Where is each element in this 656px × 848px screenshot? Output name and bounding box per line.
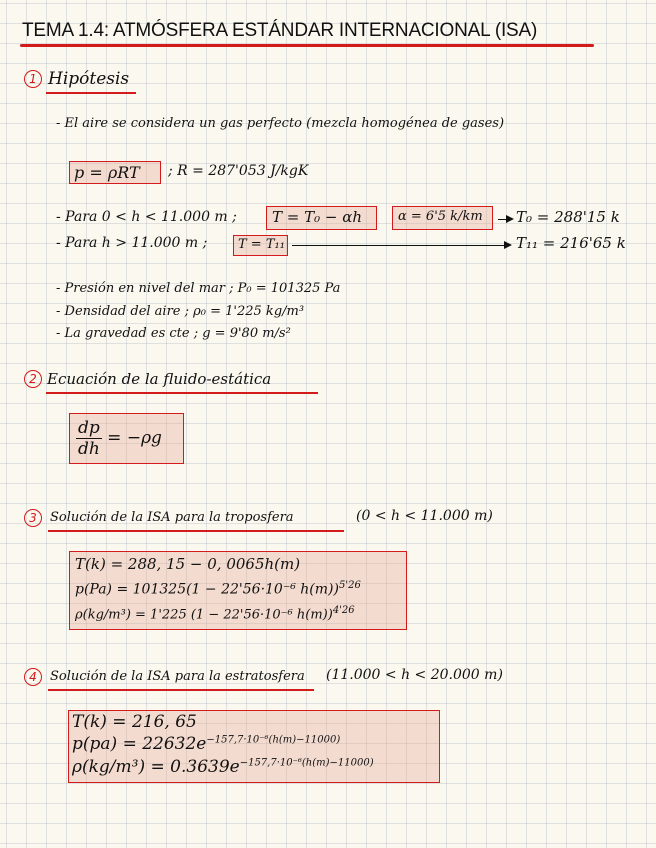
- section-1-underline: [46, 92, 136, 94]
- section-3-title: Solución de la ISA para la troposfera: [50, 510, 294, 525]
- section-1-number: 1: [24, 70, 42, 88]
- troposphere-temperature: T(k) = 288, 15 − 0, 0065h(m): [75, 555, 301, 573]
- section-2-title: Ecuación de la fluido-estática: [47, 370, 272, 388]
- section-1-title: Hipótesis: [48, 69, 130, 89]
- fluid-static-rhs: = −ρg: [107, 428, 162, 448]
- stratosphere-density: $\rho(kg/m^3) = 0.3639e^{-157,7\cdot 10^{-6}(h(m)-11000)}$: [72, 757, 374, 777]
- title-underline: [20, 44, 594, 47]
- alpha-box: [392, 206, 493, 230]
- arrow-to-t0: [498, 219, 512, 220]
- section-2-underline: [46, 392, 318, 394]
- state-equation: p = ρRT: [74, 163, 140, 182]
- fraction-numerator: dp: [78, 418, 100, 438]
- troposphere-density: ρ(kg/m³) = 1'225 (1 − 22'56·10⁻⁶ h(m))$^{4'26}$: [75, 605, 355, 623]
- section-4-number: 4: [24, 668, 42, 686]
- state-equation-box: [69, 161, 161, 184]
- fluid-static-box: [69, 413, 184, 464]
- section-3-number: 3: [24, 509, 42, 527]
- tropopause-temperature: T₁₁ = 216'65 k: [516, 234, 626, 252]
- section-2-number: 2: [24, 370, 42, 388]
- hypothesis-gas: - El aire se considera un gas perfecto (mezcla homogénea de gases): [56, 116, 505, 131]
- stratosphere-solution-box: [68, 710, 440, 783]
- page-title: TEMA 1.4: ATMÓSFERA ESTÁNDAR INTERNACIONAL (ISA): [22, 20, 538, 41]
- troposphere-solution-box: [69, 551, 407, 630]
- troposphere-pressure: p(Pa) = 101325(1 − 22'56·10⁻⁶ h(m))$^{5'26}$: [75, 580, 361, 598]
- section-4-underline: [48, 689, 314, 691]
- stratosphere-equation-box: [233, 235, 288, 256]
- fluid-static-equation: [76, 418, 162, 459]
- lapse-rate: α = 6'5 k/km: [398, 209, 483, 224]
- stratosphere-equation: T = T₁₁: [238, 237, 285, 252]
- gravity: - La gravedad es cte ; g = 9'80 m/s²: [56, 326, 291, 341]
- fraction-denominator: dh: [77, 439, 100, 459]
- stratosphere-temperature: T(k) = 216, 65: [72, 712, 197, 732]
- arrow-to-t11: [292, 245, 510, 246]
- sea-level-pressure: - Presión en nivel del mar ; P₀ = 101325 Pa: [56, 281, 341, 296]
- section-3-range: (0 < h < 11.000 m): [356, 508, 493, 524]
- section-3-underline: [48, 530, 344, 532]
- gas-constant: ; R = 287'053 J/kgK: [168, 163, 309, 179]
- troposphere-range: - Para 0 < h < 11.000 m ;: [56, 209, 237, 225]
- stratosphere-range: - Para h > 11.000 m ;: [56, 235, 208, 251]
- section-4-range: (11.000 < h < 20.000 m): [326, 667, 503, 683]
- stratosphere-pressure: $p(pa) = 22632e^{-157,7\cdot 10^{-6}(h(m)-11000)}$: [72, 734, 341, 754]
- sea-level-temperature: T₀ = 288'15 k: [516, 208, 620, 226]
- air-density: - Densidad del aire ; ρ₀ = 1'225 kg/m³: [56, 304, 305, 319]
- troposphere-equation-box: [266, 206, 377, 230]
- section-4-title: Solución de la ISA para la estratosfera: [50, 669, 305, 684]
- troposphere-equation: T = T₀ − αh: [272, 208, 363, 226]
